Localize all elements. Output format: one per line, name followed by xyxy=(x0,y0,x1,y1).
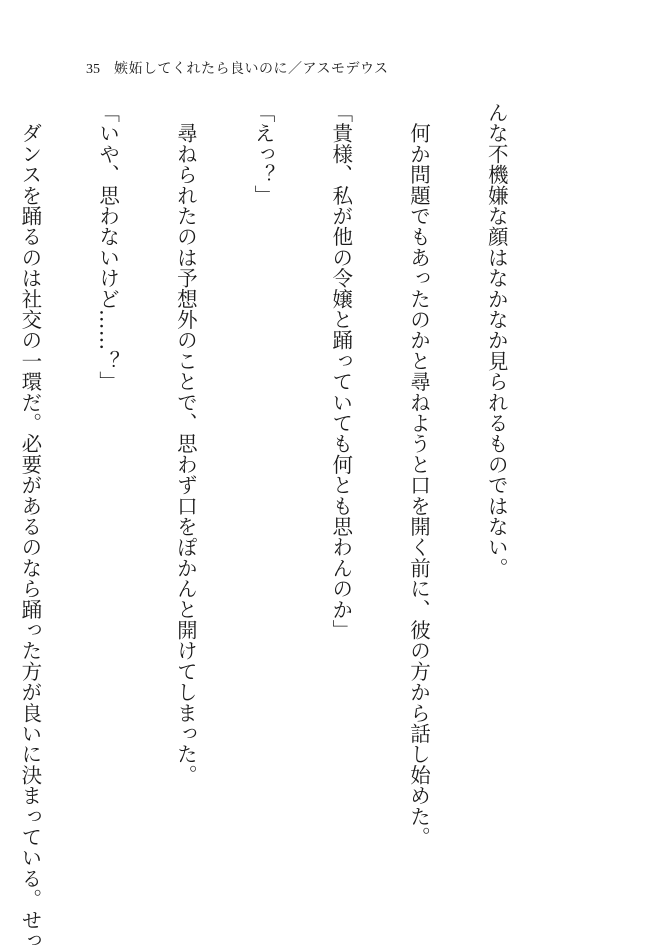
text-line: 何か問題でもあったのかと尋ねようと口を開く前に、彼の方から話し始めた。 xyxy=(406,102,431,848)
running-head xyxy=(86,58,389,78)
text-line: 尋ねられたのは予想外のことで、思わず口をぽかんと開けてしまった。 xyxy=(173,102,198,786)
text-line: 「貴様、私が他の令嬢と踊っていても何とも思わんのか」 xyxy=(328,102,353,641)
text-line: んな不機嫌な顔はなかなか見られるものではない。 xyxy=(484,102,509,579)
text-line: 「えっ？」 xyxy=(251,102,276,206)
running-title: 嫉妬してくれたら良いのに／アスモデウス xyxy=(114,61,389,77)
body-text xyxy=(0,102,560,951)
text-line: 「いや、思わないけど……？」 xyxy=(95,102,120,392)
page-number: 35 xyxy=(86,62,100,77)
text-line: ダンスを踊るのは社交の一環だ。必要があるのなら踊った方が良いに決まっている。せっ xyxy=(17,102,42,951)
